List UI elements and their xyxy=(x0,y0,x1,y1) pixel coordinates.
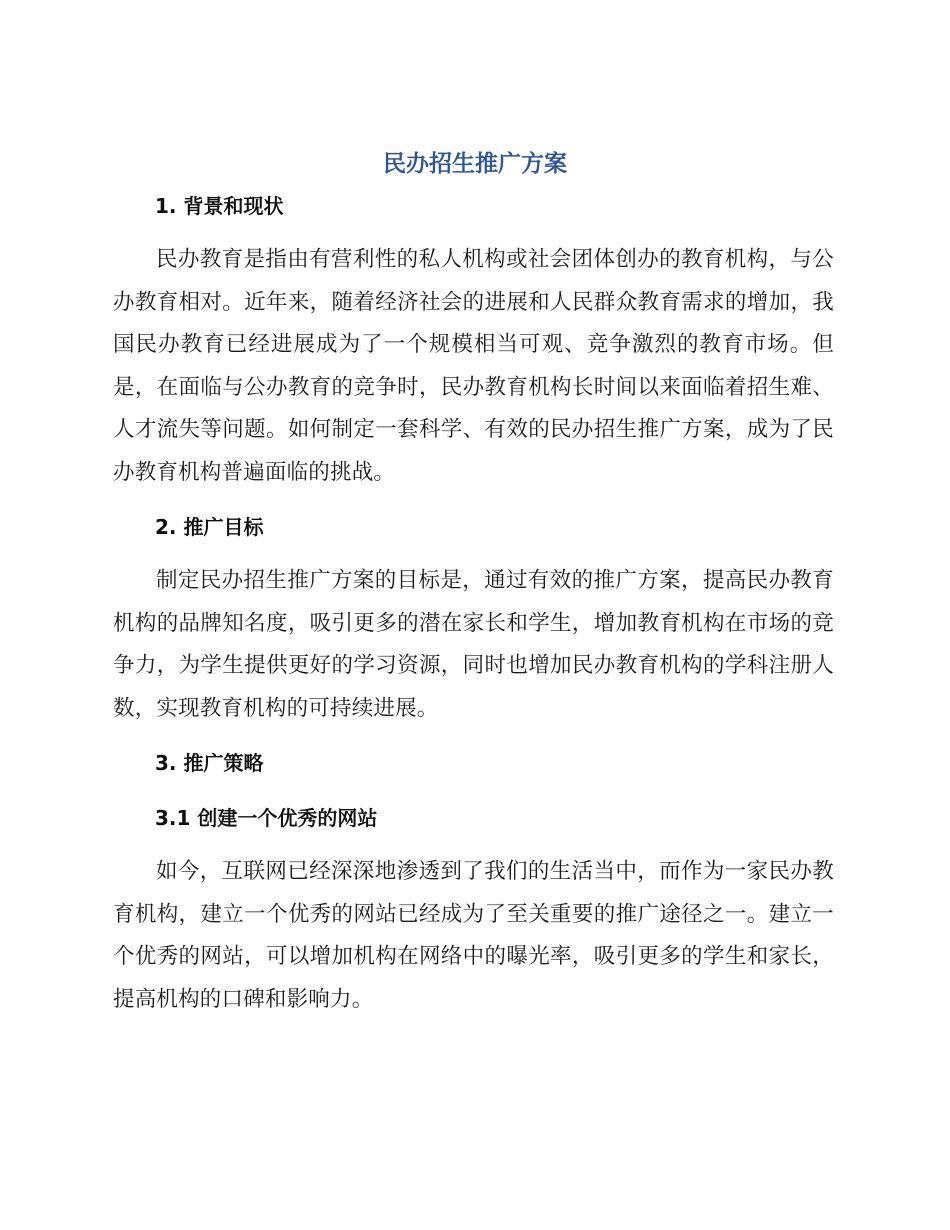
section-heading-background: 1. 背景和现状 xyxy=(155,194,284,218)
document-title: 民办招生推广方案 xyxy=(383,151,567,177)
section-paragraph-website: 如今，互联网已经深深地渗透到了我们的生活当中，而作为一家民办教育机构，建立一个优秀的网站已经成为了至关重要的推广途径之一。建立一个优秀的网站，可以增加机构在网络中的曝光率，吸引更多的学生和家长，提高机构的口碑和影响力。 xyxy=(113,859,834,1012)
section-paragraph-goals: 制定民办招生推广方案的目标是，通过有效的推广方案，提高民办教育机构的品牌知名度，吸引更多的潜在家长和学生，增加教育机构在市场的竞争力，为学生提供更好的学习资源，同时也增加民办教育机构的学科注册人数，实现教育机构的可持续进展。 xyxy=(113,568,834,721)
section-paragraph-background: 民办教育是指由有营利性的私人机构或社会团体创办的教育机构，与公办教育相对。近年来，随着经济社会的进展和人民群众教育需求的增加，我国民办教育已经进展成为了一个规模相当可观、竞争激烈的教育市场。但是，在面临与公办教育的竞争时，民办教育机构长时间以来面临着招生难、人才流失等问题。如何制定一套科学、有效的民办招生推广方案，成为了民办教育机构普遍面临的挑战。 xyxy=(113,247,834,485)
section-heading-website: 3.1 创建一个优秀的网站 xyxy=(155,806,378,830)
section-heading-strategy: 3. 推广策略 xyxy=(155,751,264,775)
section-heading-goals: 2. 推广目标 xyxy=(155,515,264,539)
